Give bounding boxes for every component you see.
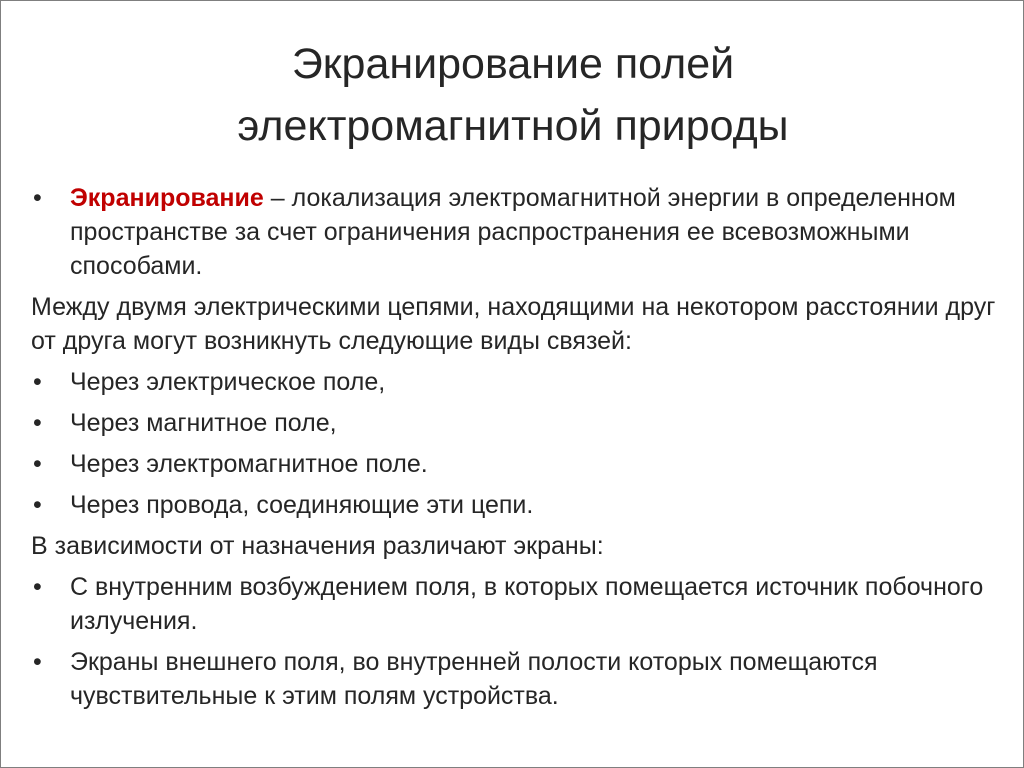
title-line-1: Экранирование полей xyxy=(291,40,735,88)
list-item-text: Через электрическое поле, xyxy=(70,368,386,396)
title-line-2: электромагнитной природы xyxy=(237,102,789,150)
definition-text: – локализация электромагнитной энергии в определенном пространстве за счет ограничения распространения ее всевозможными способами. xyxy=(70,184,956,280)
bullet-marker: • xyxy=(33,368,42,396)
slide-title xyxy=(61,33,965,157)
list-item xyxy=(31,365,1006,399)
list-item xyxy=(31,645,1006,713)
slide-body xyxy=(31,181,1006,720)
bullet-marker: • xyxy=(33,648,42,676)
list-item-text: С внутренним возбуждением поля, в которых помещается источник побочного излучения. xyxy=(70,573,984,635)
definition-term: Экранирование xyxy=(70,184,264,212)
bullet-marker: • xyxy=(33,450,42,478)
bullet-marker: • xyxy=(33,573,42,601)
list-item xyxy=(31,488,1006,522)
list-item xyxy=(31,406,1006,440)
list-item xyxy=(31,447,1006,481)
bullet-marker: • xyxy=(33,491,42,519)
definition-bullet xyxy=(31,181,1006,283)
list-item-text: Через магнитное поле, xyxy=(70,409,337,437)
list-item-text: Через электромагнитное поле. xyxy=(70,450,428,478)
list-item xyxy=(31,570,1006,638)
bullet-marker: • xyxy=(33,409,42,437)
list-item-text: Через провода, соединяющие эти цепи. xyxy=(70,491,534,519)
list-item-text: Экраны внешнего поля, во внутренней полости которых помещаются чувствительные к этим полям устройства. xyxy=(70,648,878,710)
screens-intro: В зависимости от назначения различают экраны: xyxy=(31,532,604,560)
connections-intro: Между двумя электрическими цепями, находящими на некотором расстоянии друг от друга могут возникнуть следующие виды связей: xyxy=(31,293,996,355)
bullet-marker: • xyxy=(33,184,42,212)
